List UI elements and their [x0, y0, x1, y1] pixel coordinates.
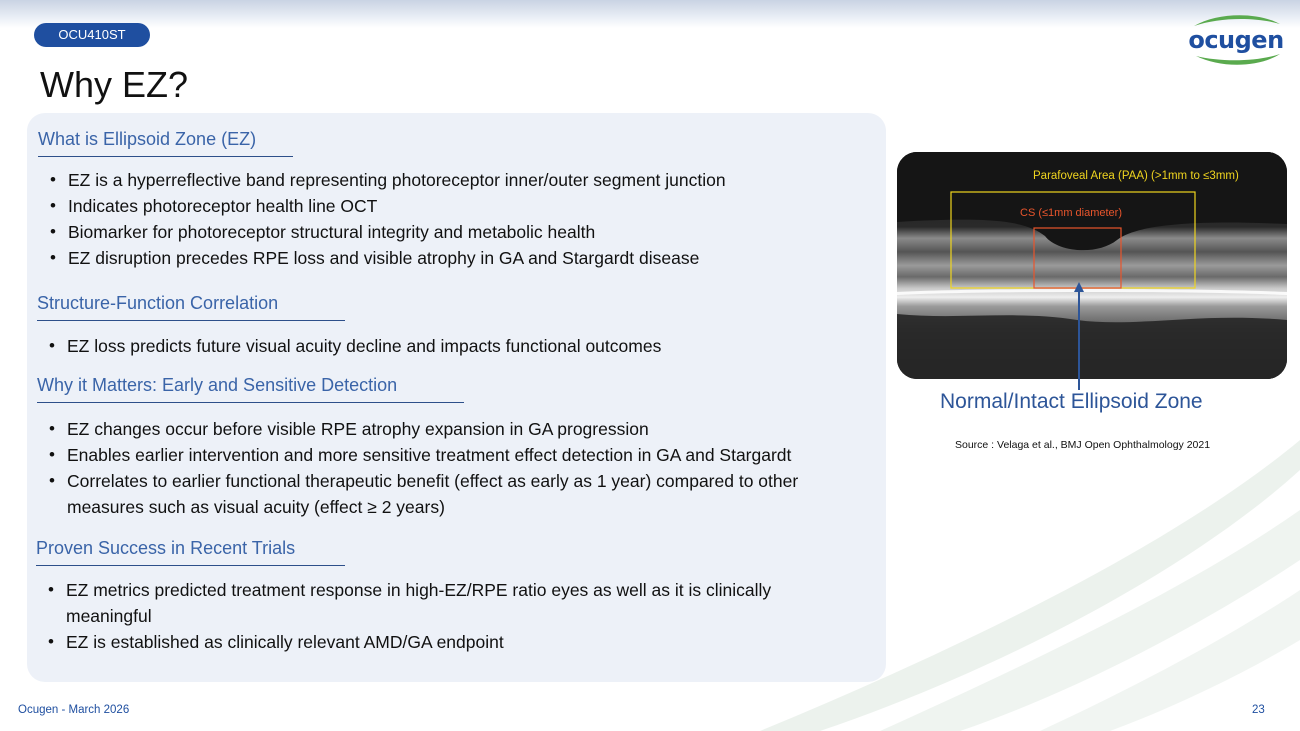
list-item: • EZ is a hyperreflective band representing photoreceptor inner/outer segment junction	[38, 167, 726, 193]
bullet-list	[38, 167, 726, 271]
oct-scan-image	[897, 152, 1287, 379]
list-item: • EZ is established as clinically relevant AMD/GA endpoint	[36, 629, 836, 655]
list-item: • Indicates photoreceptor health line OCT	[38, 193, 726, 219]
figure-caption: Normal/Intact Ellipsoid Zone	[940, 390, 1203, 413]
list-item: • EZ disruption precedes RPE loss and visible atrophy in GA and Stargardt disease	[38, 245, 726, 271]
section-proven-success	[36, 538, 836, 655]
footer-date: Ocugen - March 2026	[18, 704, 130, 716]
bullet-list	[37, 333, 661, 359]
bullet-list	[36, 577, 836, 655]
logo-text: ocugen	[1188, 26, 1284, 54]
section-structure-function	[37, 293, 661, 359]
list-item: • Correlates to earlier functional therapeutic benefit (effect as early as 1 year) compared to other measures such as visual acuity (effect ≥ 2 years)	[37, 468, 857, 520]
list-item: • EZ loss predicts future visual acuity decline and impacts functional outcomes	[37, 333, 661, 359]
section-heading: What is Ellipsoid Zone (EZ)	[38, 129, 293, 157]
page-number: 23	[1252, 704, 1265, 716]
page-title: Why EZ?	[40, 64, 189, 105]
pointer-arrow-icon	[1070, 280, 1090, 392]
bullet-list	[37, 416, 857, 520]
list-item: • Enables earlier intervention and more sensitive treatment effect detection in GA and Stargardt	[37, 442, 857, 468]
section-why-it-matters	[37, 375, 857, 520]
section-heading: Structure-Function Correlation	[37, 293, 345, 321]
list-item: • EZ metrics predicted treatment response in high-EZ/RPE ratio eyes as well as it is clinically meaningful	[36, 577, 836, 629]
section-heading: Proven Success in Recent Trials	[36, 538, 345, 566]
figure-source: Source : Velaga et al., BMJ Open Ophthalmology 2021	[955, 439, 1211, 451]
list-item: • EZ changes occur before visible RPE atrophy expansion in GA progression	[37, 416, 857, 442]
section-what-is-ez	[38, 129, 726, 271]
paa-label: Parafoveal Area (PAA) (>1mm to ≤3mm)	[1033, 170, 1239, 182]
list-item: • Biomarker for photoreceptor structural integrity and metabolic health	[38, 219, 726, 245]
product-badge: OCU410ST	[34, 23, 150, 47]
cs-label: CS (≤1mm diameter)	[1020, 207, 1122, 219]
section-heading: Why it Matters: Early and Sensitive Detection	[37, 375, 464, 403]
company-logo	[1188, 12, 1284, 68]
